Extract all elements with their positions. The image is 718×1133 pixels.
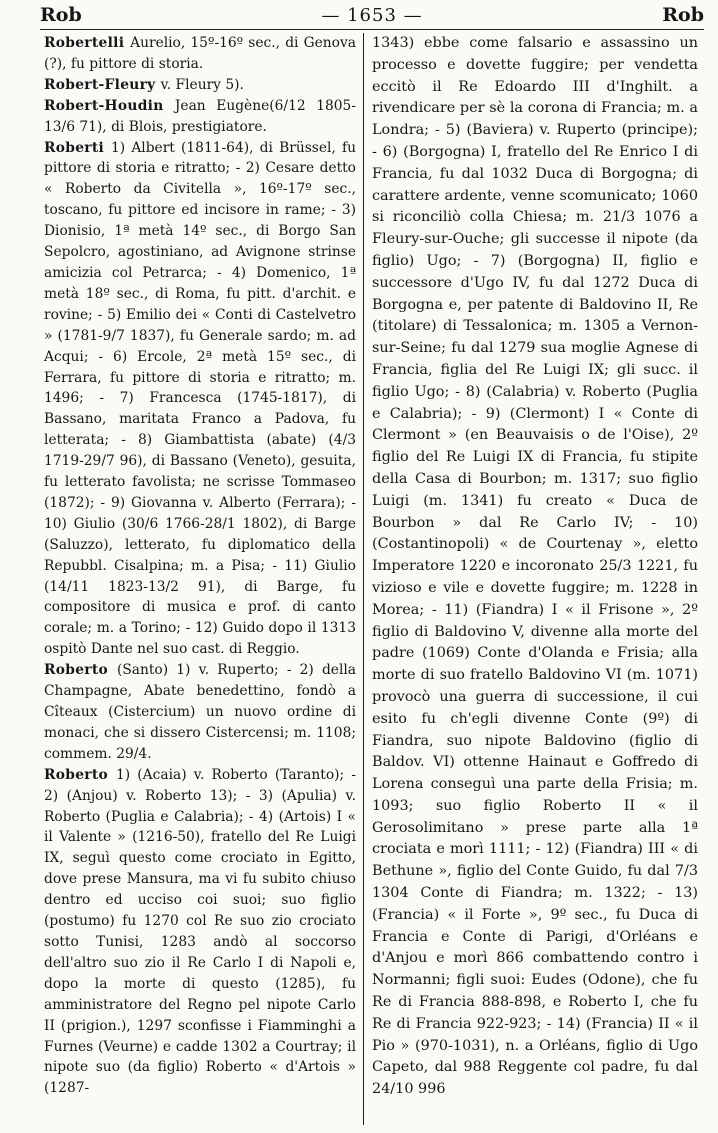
entry-headword: Robert-Fleury — [44, 76, 156, 93]
entry-headword: Robert-Houdin — [44, 97, 164, 114]
left-column — [44, 33, 356, 1099]
entry-headword: Roberto — [44, 662, 109, 679]
entry-text: 1) (Acaia) v. Roberto (Taranto); - 2) (Anjou) v. Roberto 13); - 3) (Apulia) v. Roberto (Puglia e Calabria); - 4) (Artois) I « il Valente » (1216-50), fratello del Re Luigi IX, seguì questo come crociato in Egitto, dove prese Mansura, ma vi fu subito chiuso dentro ed ucciso coi suoi; suo figlio (postumo) fu 1270 col Re suo zio crociato sotto Tunisi, 1283 andò al soccorso dell'altro suo zio il Re Carlo I di Napoli e, dopo la morte di questo (1285), fu amministratore del Regno pel nipote Carlo II (prigion.), 1297 sconfisse i Fiamminghi a Furnes (Veurne) e cadde 1302 a Courtray; il nipote suo (da figlio) Roberto « d'Artois » (1287- — [44, 766, 356, 1097]
entry-robertelli — [44, 33, 356, 75]
column-divider — [363, 33, 364, 1125]
entry-text: Aurelio, 15º-16º sec., di Genova (?), fu pittore di storia. — [44, 35, 356, 72]
page-number: — 1653 — — [321, 4, 423, 26]
right-column — [372, 33, 698, 1101]
entry-roberto — [44, 765, 356, 1100]
entry-text: (Santo) 1) v. Ruperto; - 2) della Champagne, Abate benedettino, fondò a Cîteaux (Cistercium) un nuovo ordine di monaci, che si dissero Cistercensi; m. 1108; commem. 29/4. — [44, 662, 357, 762]
entry-text: Jean Eugène(6/12 1805-13/6 71), di Blois, prestigiatore. — [44, 97, 356, 135]
entry-text: 1343) ebbe come falsario e assassino un processo e dovette fuggire; per vendetta eccitò il Re Edoardo III d'Inghilt. a rivendicare per sè la corona di Francia; m. a Londra; - 5) (Baviera) v. Ruperto (principe); - 6) (Borgogna) I, fratello del Re Enrico I di Francia, fu dal 1032 Duca di Borgogna; di carattere ardente, venne scomunicato; 1060 si riconciliò colla Chiesa; m. 21/3 1076 a Fleury-sur-Ouche; gli successe il nipote (da figlio) Ugo; - 7) (Borgogna) II, figlio e successore d'Ugo IV, fu dal 1272 Duca di Borgogna e, per patente di Baldovino II, Re (titolare) di Tessalonica; m. 1305 a Vernon-sur-Seine; fu dal 1279 sua moglie Agnese di Francia, figlia del Re Luigi IX; gli succ. il figlio Ugo; - 8) (Calabria) v. Roberto (Puglia e Calabria); - 9) (Clermont) I « Conte di Clermont » (en Beauvaisis o de l'Oise), 2º figlio del Re Luigi IX di Francia, fu stipite della Casa di Bourbon; m. 1317; suo figlio Luigi (m. 1341) fu creato « Duca de Bourbon » dal Re Carlo IV; - 10) (Costantinopoli) « de Courtenay », eletto Imperatore 1220 e incoronato 25/3 1221, fu vizioso e vile e dovette fuggire; m. 1228 in Morea; - 11) (Fiandra) I « il Frisone », 2º figlio di Baldovino V, divenne alla morte del padre (1069) Conte d'Olanda e Frisia; alla morte di suo fratello Baldovino VI (m. 1071) provocò una guerra di successione, il cui esito fu ch'egli divenne Conte (9º) di Fiandra, suo nipote Baldovino (figlio di Baldov. VI) ottenne Hainaut e Goffredo di Lorena conseguì una parte della Frisia; m. 1093; suo figlio Roberto II « il Gerosolimitano » prese parte alla 1ª crociata e morì 1111; - 12) (Fiandra) III « di Bethune », figlio del Conte Guido, fu dal 7/3 1304 Conte di Fiandra; m. 1322; - 13) (Francia) « il Forte », 9º sec., fu Duca di Francia e Conte di Parigi, d'Orléans e d'Anjou e morì 866 combattendo contro i Normanni; figli suoi: Eudes (Odone), che fu Re di Francia 888-898, e Roberto I, che fu Re di Francia 922-923; - 14) (Francia) II « il Pio » (970-1031), n. a Orléans, figlio di Ugo Capeto, dal 988 Reggente col padre, fu dal 24/10 996 — [372, 35, 698, 1098]
entry-text: v. Fleury 5). — [160, 76, 244, 93]
entry-headword: Roberti — [44, 139, 105, 156]
entry-roberto-santo — [44, 660, 356, 765]
page-header — [40, 2, 704, 28]
entry-roberto-continued — [372, 33, 698, 1101]
header-right-word: Rob — [662, 4, 704, 26]
header-left-word: Rob — [40, 4, 82, 26]
entry-roberti — [44, 138, 356, 661]
entry-robert-fleury — [44, 75, 356, 96]
entry-headword: Robertelli — [44, 35, 125, 51]
entry-robert-houdin — [44, 96, 356, 138]
entry-text: 1) Albert (1811-64), di Brüssel, fu pittore di storia e ritratto; - 2) Cesare detto « Roberto da Civitella », 16º-17º sec., toscano, fu pittore ed incisore in rame; - 3) Dionisio, 1ª metà 14º sec., di Borgo San Sepolcro, agostiniano, ad Avignone strinse amicizia col Petrarca; - 4) Domenico, 1ª metà 18º sec., di Roma, fu pitt. d'archit. e rovine; - 5) Emilio dei « Conti di Castelvetro » (1781-9/7 1837), fu Generale sardo; m. ad Acqui; - 6) Ercole, 2ª metà 15º sec., di Ferrara, fu pittore di storia e ritratto; m. 1496; - 7) Francesca (1745-1817), di Bassano, maritata Franco a Padova, fu letterata; - 8) Giambattista (abate) (4/3 1719-29/7 96), di Bassano (Veneto), gesuita, fu letterato favolista; ne scrisse Tommaseo (1872); - 9) Giovanna v. Alberto (Ferrara); - 10) Giulio (30/6 1766-28/1 1802), di Barge (Saluzzo), letterato, fu diplomatico della Repubbl. Cisalpina; m. a Pisa; - 11) Giulio (14/11 1823-13/2 91), di Barge, fu compositore di musica e prof. di canto corale; m. a Torino; - 12) Guido dopo il 1313 ospitò Dante nel suo cast. di Reggio. — [44, 139, 356, 658]
header-rule — [40, 29, 704, 30]
entry-headword: Roberto — [44, 766, 109, 783]
